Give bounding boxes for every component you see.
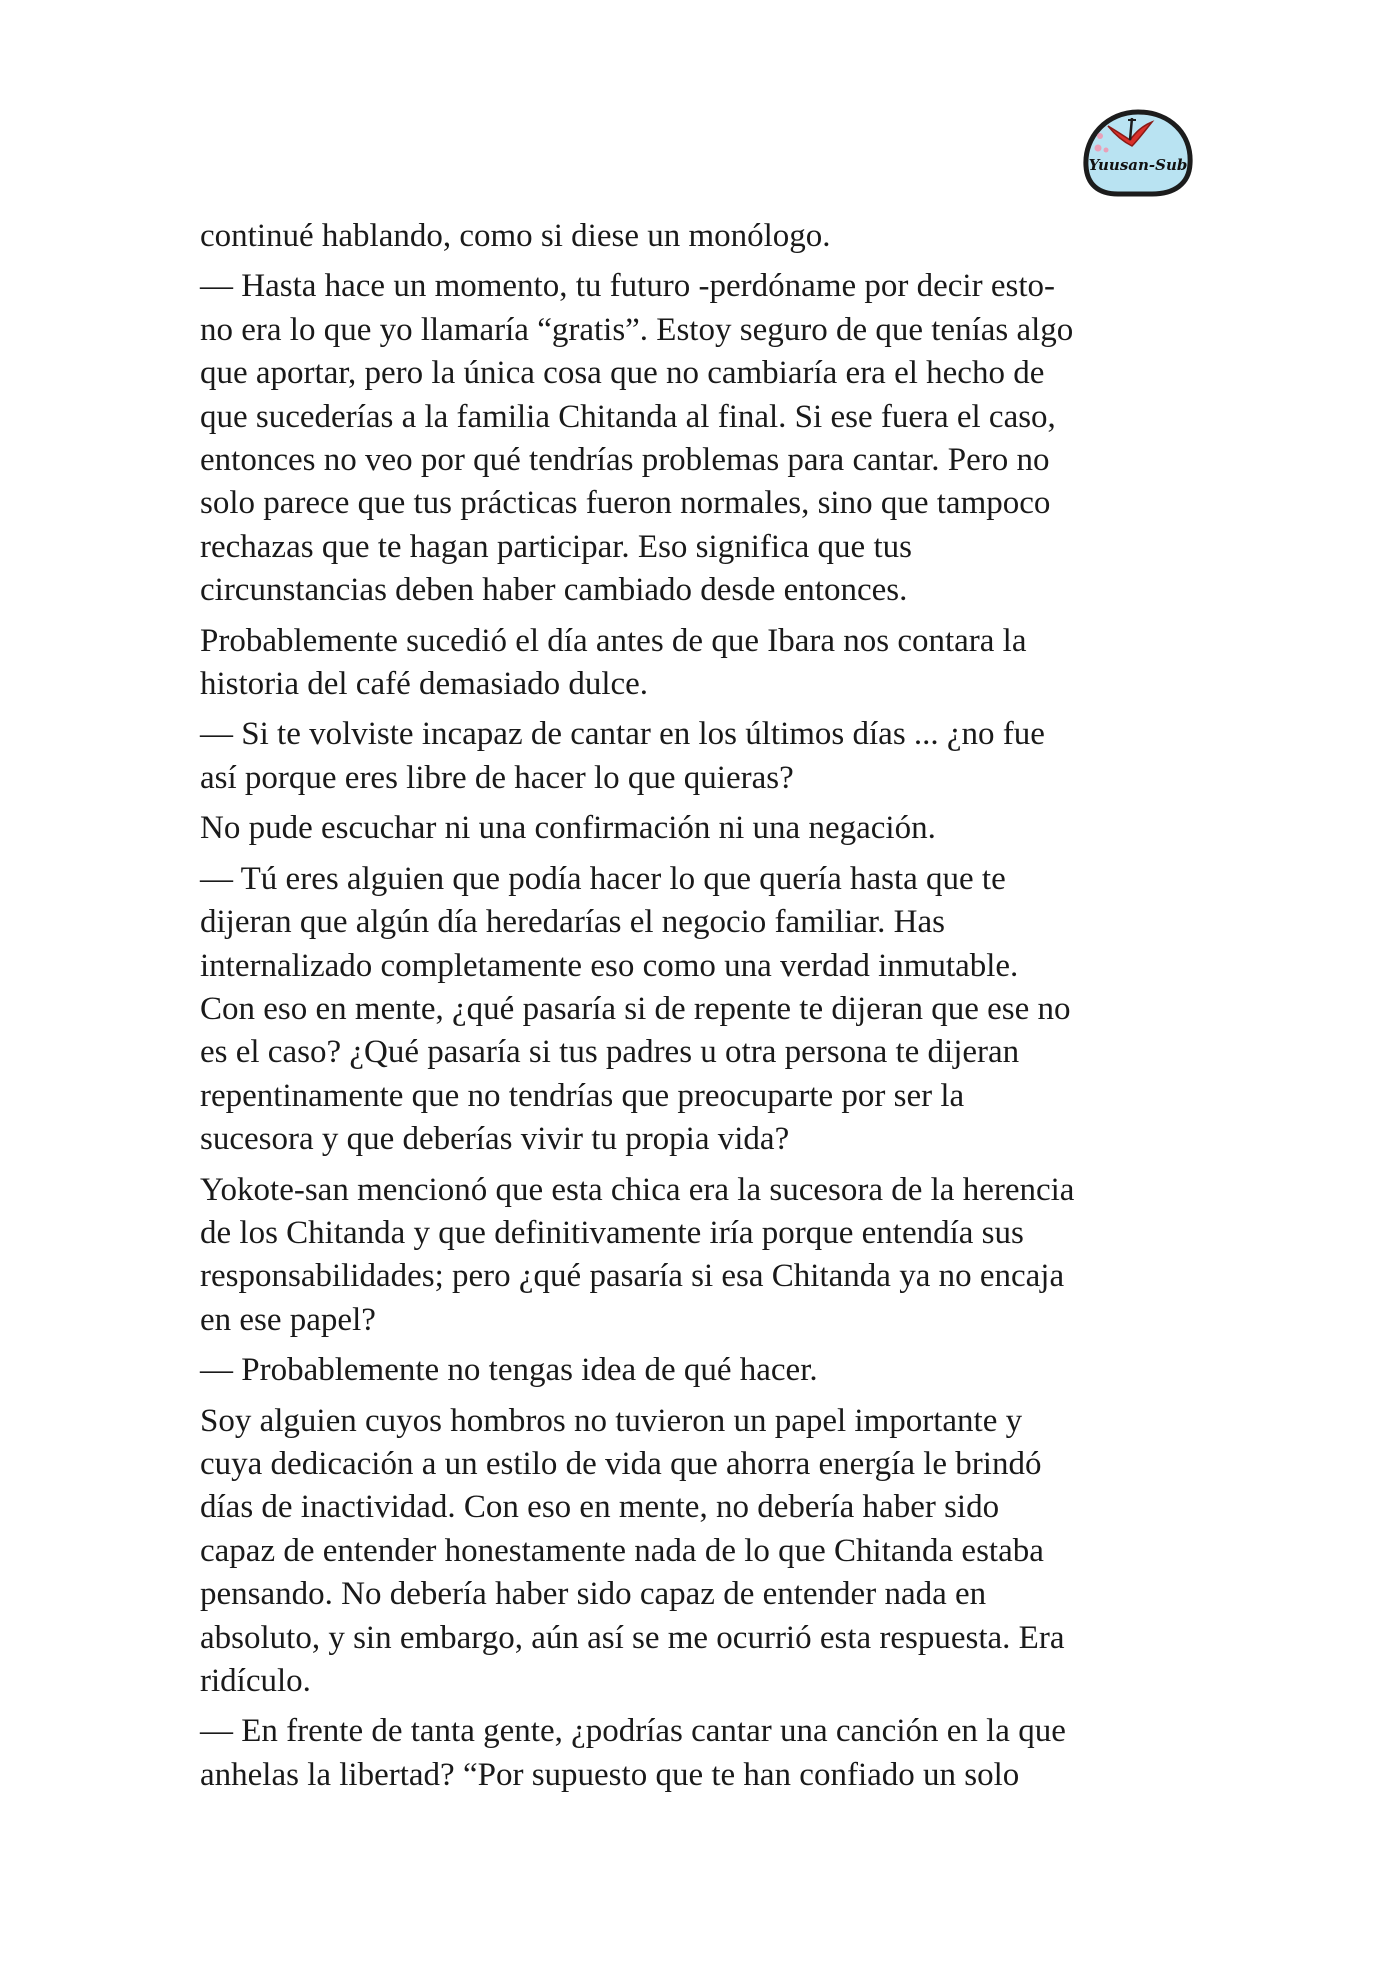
text-line: — Tú eres alguien que podía hacer lo que quería hasta que te [200, 860, 1006, 897]
paragraph [200, 1349, 1210, 1392]
text-line: Con eso en mente, ¿qué pasaría si de repente te dijeran que ese no [200, 990, 1071, 1027]
text-line: absoluto, y sin embargo, aún así se me ocurrió esta respuesta. Era [200, 1619, 1065, 1656]
text-line: así porque eres libre de hacer lo que quieras? [200, 759, 794, 796]
text-line: Yokote-san mencionó que esta chica era la sucesora de la herencia [200, 1171, 1075, 1208]
paragraph [200, 215, 1210, 258]
text-line: — Hasta hace un momento, tu futuro -perdóname por decir esto- [200, 268, 1055, 305]
text-line: internalizado completamente eso como una verdad inmutable. [200, 947, 1019, 984]
text-line: capaz de entender honestamente nada de lo que Chitanda estaba [200, 1532, 1044, 1569]
text-line: — Probablemente no tengas idea de qué hacer. [200, 1352, 818, 1389]
text-line: sucesora y que deberías vivir tu propia vida? [200, 1121, 790, 1158]
text-line: que sucederías a la familia Chitanda al final. Si ese fuera el caso, [200, 398, 1056, 435]
yuusan-sub-logo [1078, 106, 1196, 198]
text-line: cuya dedicación a un estilo de vida que ahorra energía le brindó [200, 1445, 1042, 1482]
text-line: no era lo que yo llamaría “gratis”. Estoy seguro de que tenías algo [200, 311, 1074, 348]
text-line: No pude escuchar ni una confirmación ni una negación. [200, 810, 936, 847]
text-line: que aportar, pero la única cosa que no cambiaría era el hecho de [200, 355, 1045, 392]
paragraph [200, 265, 1210, 612]
text-line: — En frente de tanta gente, ¿podrías cantar una canción en la que [200, 1713, 1066, 1750]
text-line: anhelas la libertad? “Por supuesto que te han confiado un solo [200, 1756, 1020, 1793]
text-line: responsabilidades; pero ¿qué pasaría si esa Chitanda ya no encaja [200, 1258, 1065, 1295]
paragraph [200, 713, 1210, 800]
text-line: historia del café demasiado dulce. [200, 666, 649, 703]
text-line: Probablemente sucedió el día antes de que Ibara nos contara la [200, 622, 1027, 659]
paragraph [200, 858, 1210, 1162]
text-line: de los Chitanda y que definitivamente iría porque entendía sus [200, 1214, 1024, 1251]
body-text [200, 215, 1210, 1804]
text-line: ridículo. [200, 1663, 311, 1699]
text-line: circunstancias deben haber cambiado desde entonces. [200, 572, 908, 609]
paragraph [200, 1710, 1210, 1797]
text-line: Soy alguien cuyos hombros no tuvieron un papel importante y [200, 1402, 1023, 1439]
text-line: continué hablando, como si diese un monólogo. [200, 218, 831, 254]
text-line: rechazas que te hagan participar. Eso significa que tus [200, 528, 912, 565]
text-line: en ese papel? [200, 1301, 376, 1338]
paragraph [200, 620, 1210, 707]
paragraph [200, 807, 1210, 850]
text-line: repentinamente que no tendrías que preocuparte por ser la [200, 1077, 965, 1114]
text-line: — Si te volviste incapaz de cantar en los últimos días ... ¿no fue [200, 716, 1045, 753]
text-line: es el caso? ¿Qué pasaría si tus padres u otra persona te dijeran [200, 1034, 1020, 1071]
paragraph [200, 1400, 1210, 1704]
text-line: entonces no veo por qué tendrías problemas para cantar. Pero no [200, 442, 1050, 479]
paragraph [200, 1169, 1210, 1343]
text-line: pensando. No debería haber sido capaz de entender nada en [200, 1576, 987, 1613]
bird-emblem-icon [1078, 106, 1196, 198]
logo-text: Yuusan-Sub [1088, 156, 1188, 174]
text-line: solo parece que tus prácticas fueron normales, sino que tampoco [200, 485, 1051, 522]
text-line: dijeran que algún día heredarías el negocio familiar. Has [200, 904, 945, 941]
text-line: días de inactividad. Con eso en mente, no debería haber sido [200, 1489, 1000, 1526]
